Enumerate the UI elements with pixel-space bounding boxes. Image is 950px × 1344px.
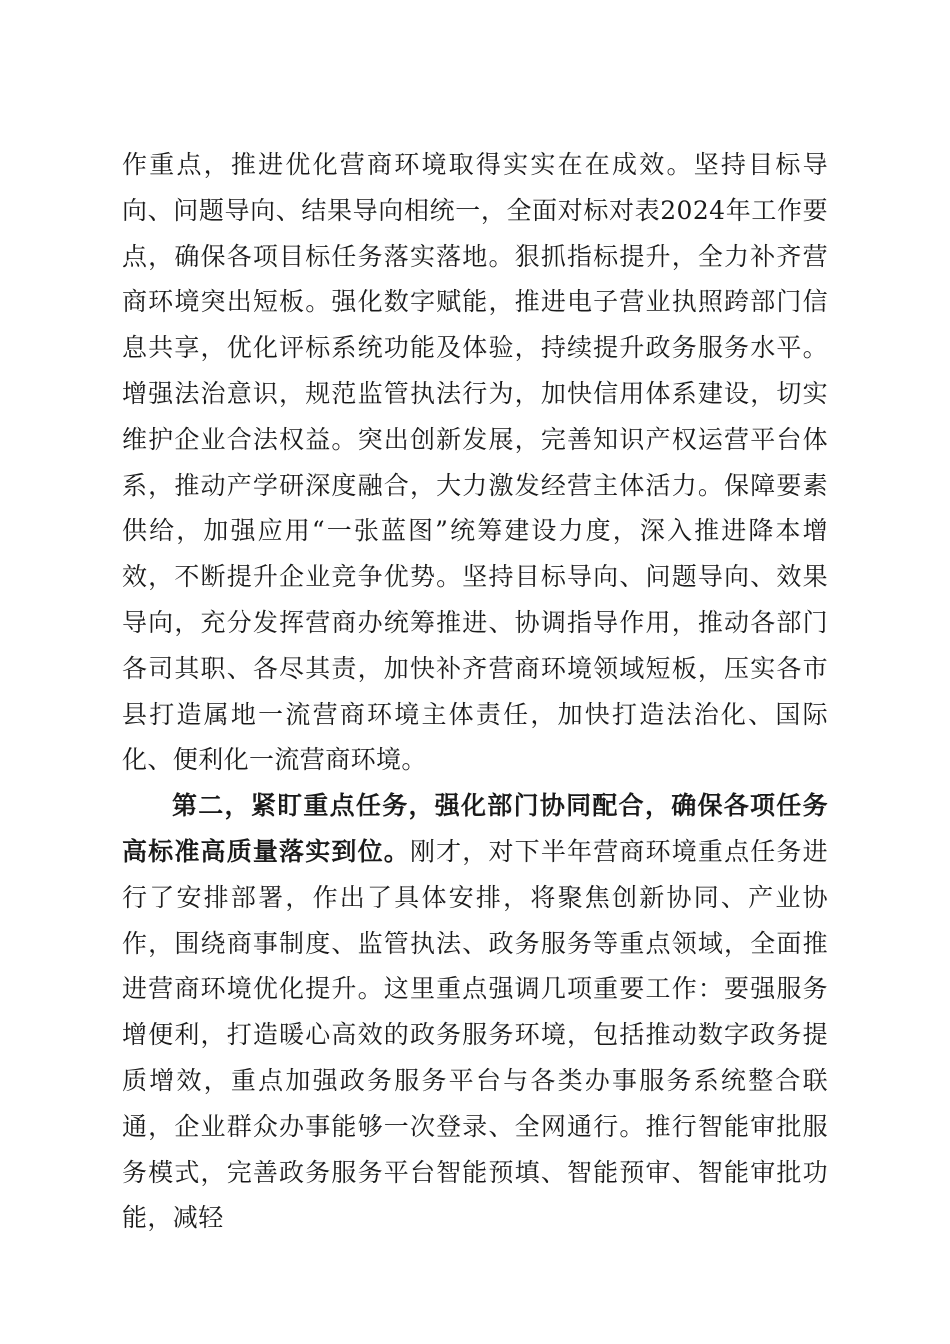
- paragraph-2-heading: 第二，紧盯重点任务，强化部门协同配合，确保各项任务高标准高质量落实到位。: [122, 791, 828, 866]
- document-body: [122, 142, 828, 1241]
- paragraph-2: [122, 783, 828, 1241]
- paragraph-2-body: 刚才，对下半年营商环境重点任务进行了安排部署，作出了具体安排，将聚焦创新协同、产业协作，围绕商事制度、监管执法、政务服务等重点领域，全面推进营商环境优化提升。这里重点强调几项重要工作：要强服务增便利，打造暖心高效的政务服务环境，包括推动数字政务提质增效，重点加强政务服务平台与各类办事服务系统整合联通，企业群众办事能够一次登录、全网通行。推行智能审批服务模式，完善政务服务平台智能预填、智能预审、智能审批功能，减轻: [122, 836, 829, 1233]
- paragraph-1: 作重点，推进优化营商环境取得实实在在成效。坚持目标导向、问题导向、结果导向相统一，全面对标对表2024年工作要点，确保各项目标任务落实落地。狠抓指标提升，全力补齐营商环境突出短板。强化数字赋能，推进电子营业执照跨部门信息共享，优化评标系统功能及体验，持续提升政务服务水平。增强法治意识，规范监管执法行为，加快信用体系建设，切实维护企业合法权益。突出创新发展，完善知识产权运营平台体系，推动产学研深度融合，大力激发经营主体活力。保障要素供给，加强应用“一张蓝图”统筹建设力度，深入推进降本增效，不断提升企业竞争优势。坚持目标导向、问题导向、效果导向，充分发挥营商办统筹推进、协调指导作用，推动各部门各司其职、各尽其责，加快补齐营商环境领域短板，压实各市县打造属地一流营商环境主体责任，加快打造法治化、国际化、便利化一流营商环境。: [122, 150, 828, 775]
